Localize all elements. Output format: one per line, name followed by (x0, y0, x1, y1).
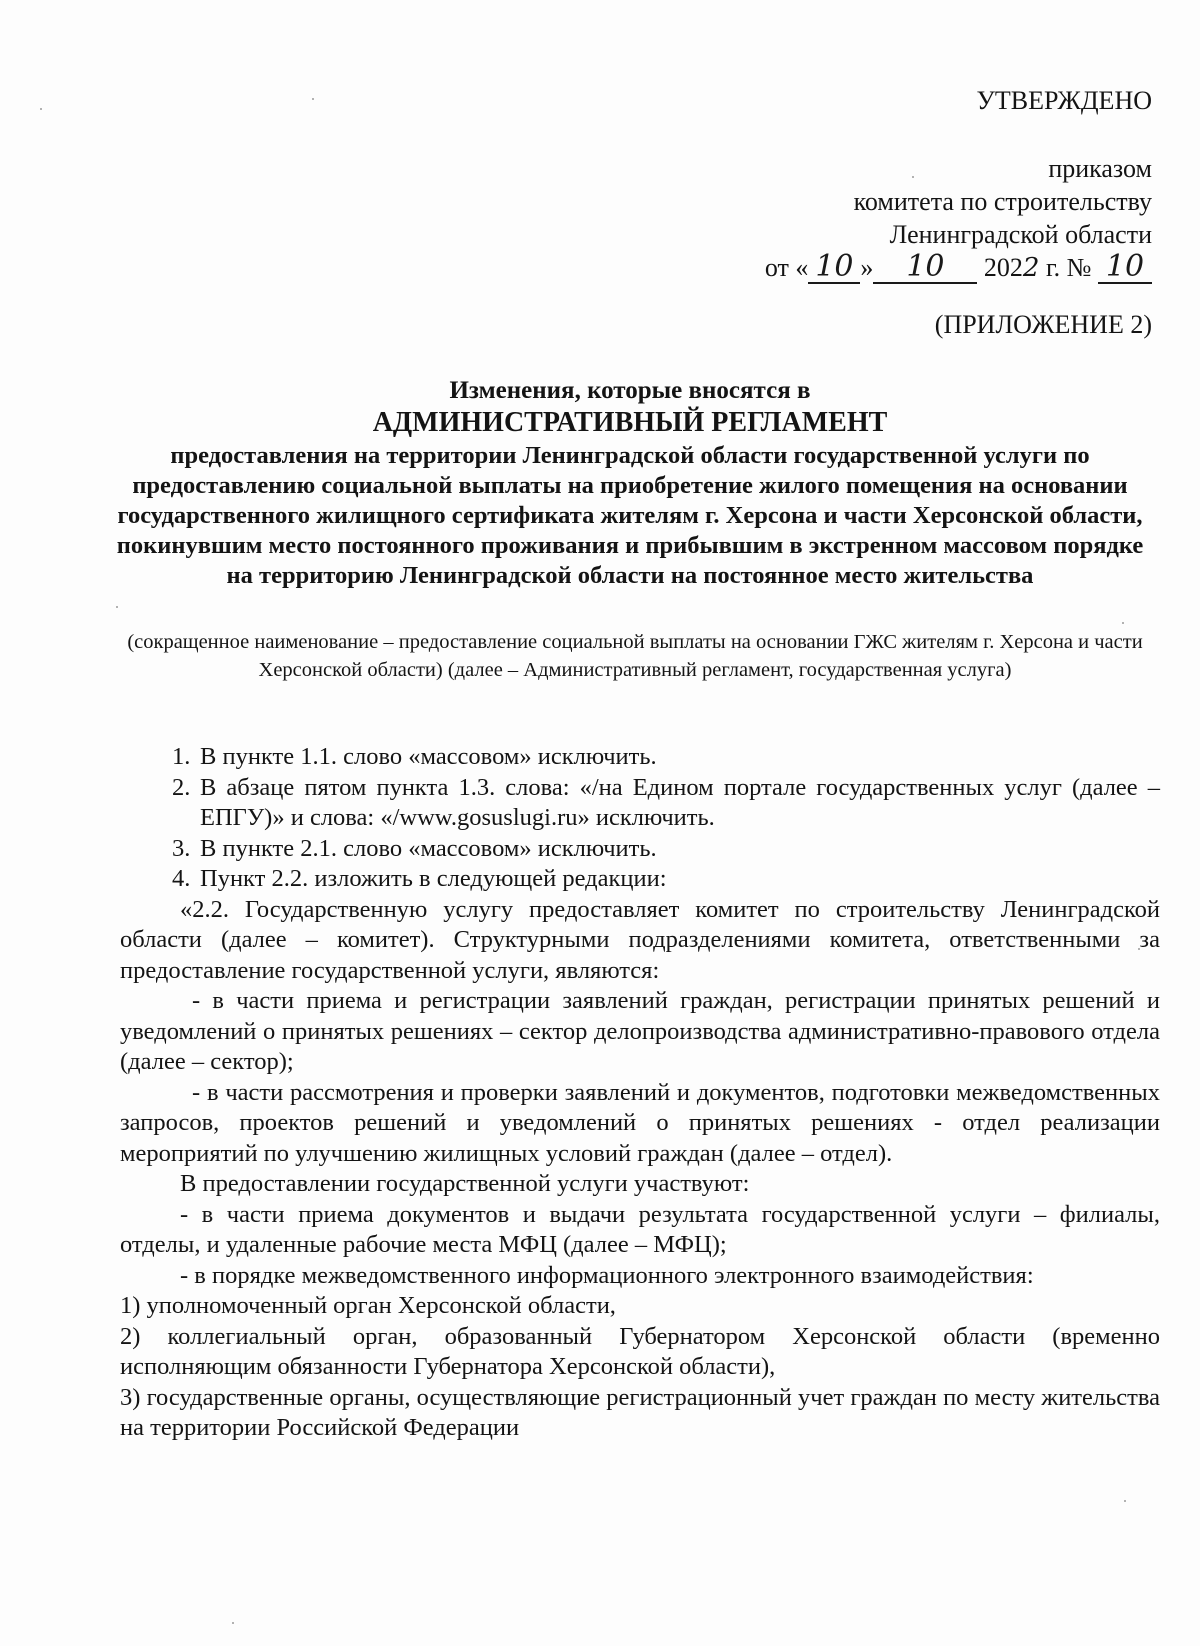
change-number: 1. (172, 743, 191, 770)
approval-region-line: Ленинградской области (889, 220, 1152, 249)
body-paragraph: 2) коллегиальный орган, образованный Губернатором Херсонской области (временно исполняющим обязанности Губернатора Херсонской области), (120, 1322, 1160, 1380)
handwritten-day: 10 (808, 252, 860, 284)
change-text: В пункте 1.1. слово «массовом» исключить. (200, 743, 657, 770)
approval-committee-line: комитета по строительству (853, 187, 1152, 216)
handwritten-doc-number: 10 (1098, 252, 1152, 284)
appendix-label: (ПРИЛОЖЕНИЕ 2) (934, 310, 1152, 339)
body-paragraph: - в части приема и регистрации заявлений граждан, регистрации принятых решений и уведомлений о принятых решениях – сектор делопроизводства административно-правового отдела (далее – сектор); (120, 987, 1160, 1075)
scan-speck (116, 606, 118, 608)
date-prefix: от « (764, 253, 809, 282)
change-item (120, 834, 1160, 865)
change-text: Пункт 2.2. изложить в следующей редакции: (200, 865, 667, 892)
body-paragraph: - в порядке межведомственного информационного электронного взаимодействия: (180, 1261, 1034, 1289)
title-full-name: предоставления на территории Ленинградской области государственной услуги по предоставлению социальной выплаты на приобретение жилого помещения на основании государственного жилищного сертификата жителям г. Херсона и части Херсонской области, покинувшим место постоянного проживания и прибывшим в экстренном массовом порядке на территорию Ленинградской области на постоянное место жительства (116, 442, 1144, 589)
body-paragraph: - в части приема документов и выдачи результата государственной услуги – филиалы, отделы, и удаленные рабочие места МФЦ (далее – МФЦ); (120, 1200, 1160, 1258)
body-paragraph: 1) уполномоченный орган Херсонской области, (120, 1292, 616, 1319)
date-year-suffix: г. № (1039, 253, 1092, 282)
change-number: 3. (172, 834, 191, 862)
scan-speck (40, 108, 42, 110)
body-paragraph: 3) государственные органы, осуществляющие регистрационный учет граждан по месту жительства на территории Российской Федерации (120, 1383, 1160, 1441)
approval-stamp-heading: УТВЕРЖДЕНО (976, 86, 1152, 115)
approval-order-line: приказом (1048, 154, 1152, 183)
date-year-last-digit: 2 (1022, 253, 1040, 283)
change-number: 4. (172, 865, 191, 892)
approval-details (765, 152, 1152, 285)
change-text: В пункте 2.1. слово «массовом» исключить. (200, 834, 657, 862)
scan-speck (232, 1622, 234, 1624)
body-paragraph: В предоставлении государственной услуги участвуют: (180, 1170, 750, 1197)
approval-date-line (765, 251, 1152, 285)
change-text: В абзаце пятом пункта 1.3. слова: «/на Едином портале государственных услуг (далее – ЕПГУ)» и слова: «/www.gosuslugi.ru» исключить. (200, 773, 1160, 831)
title-line-2: АДМИНИСТРАТИВНЫЙ РЕГЛАМЕНТ (372, 407, 888, 438)
date-quote-close: » (860, 253, 874, 282)
title-line-1: Изменения, которые вносятся в (449, 377, 811, 404)
change-item (120, 864, 1160, 895)
body-paragraph: «2.2. Государственную услугу предоставляет комитет по строительству Ленинградской области (далее – комитет). Структурными подразделениями комитета, ответственными за предоставление государственной услуги, являются: (120, 895, 1160, 984)
scan-speck (312, 98, 314, 100)
date-year-start: 202 (983, 253, 1023, 282)
title-short-name: (сокращенное наименование – предоставление социальной выплаты на основании ГЖС жителям г. Херсона и части Херсонской области) (далее – Административный регламент, государственная услуга) (127, 631, 1143, 681)
handwritten-month: 10 (873, 252, 977, 284)
body-paragraph: - в части рассмотрения и проверки заявлений и документов, подготовки межведомственных запросов, проектов решений и уведомлений о принятых решениях - отдел реализации мероприятий по улучшению жилищных условий граждан (далее – отдел). (120, 1078, 1160, 1167)
change-number: 2. (172, 773, 191, 801)
document-body (120, 742, 1160, 1444)
scan-speck (1122, 622, 1124, 624)
document-title (110, 376, 1150, 591)
change-item (120, 742, 1160, 773)
change-item (120, 773, 1160, 834)
scan-speck (1124, 1500, 1126, 1502)
